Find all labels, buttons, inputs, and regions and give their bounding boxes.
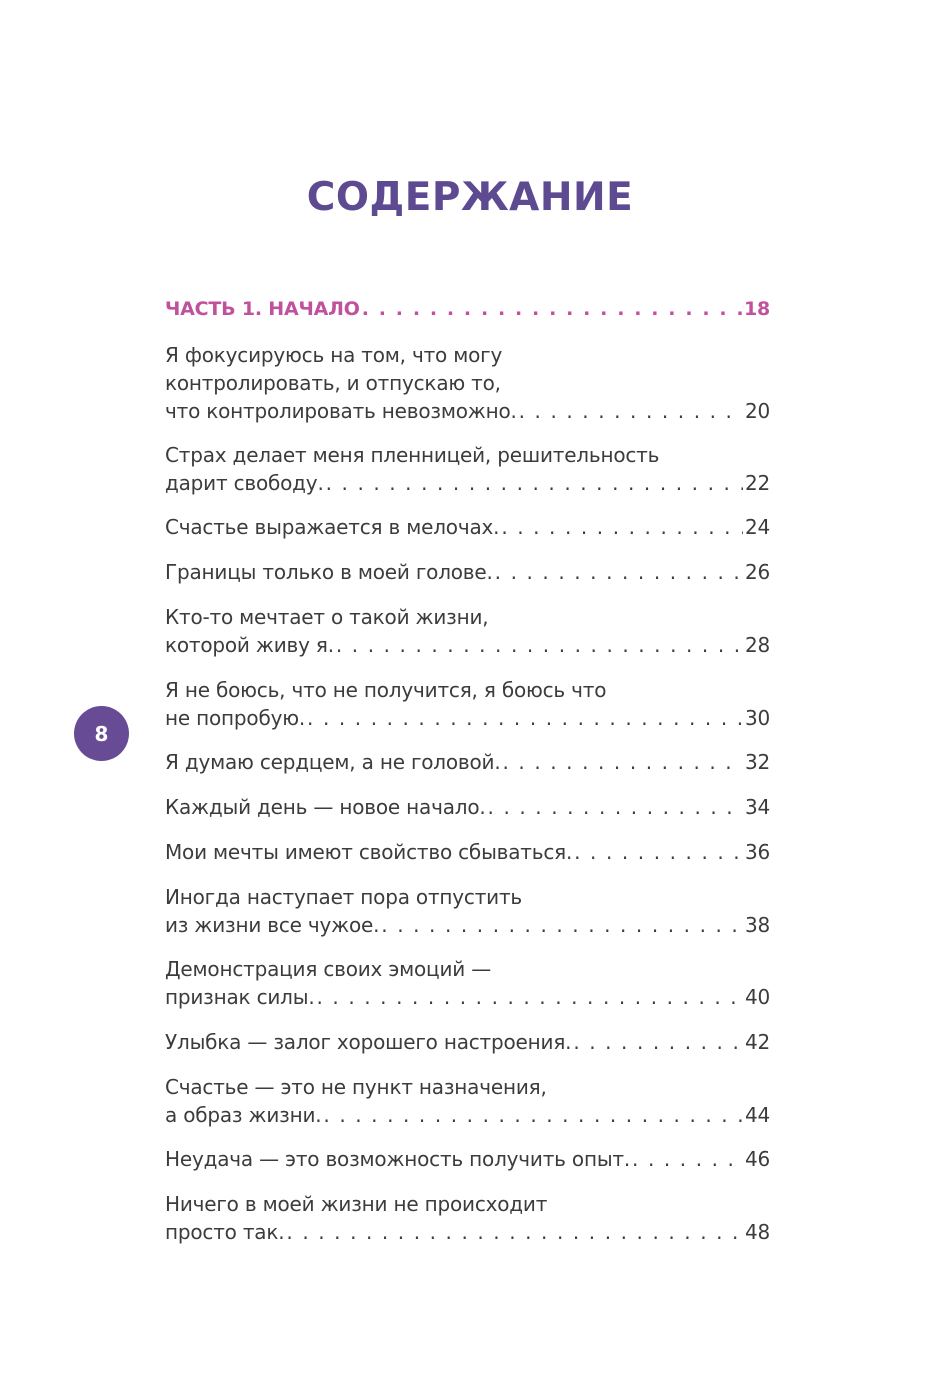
toc-part-page: 18 bbox=[743, 298, 770, 320]
toc-entry-page: 28 bbox=[744, 633, 770, 657]
toc-entry-page: 22 bbox=[744, 471, 770, 495]
toc-entry-line: Я не боюсь, что не получится, я боюсь что bbox=[165, 678, 607, 702]
toc-entry-last-line: а образ жизни. bbox=[165, 1103, 322, 1127]
toc-entry-last-line: Улыбка — залог хорошего настроения. bbox=[165, 1030, 572, 1054]
toc-entry[interactable] bbox=[165, 441, 770, 497]
toc-entry-page: 34 bbox=[744, 795, 770, 819]
dot-leader bbox=[317, 983, 743, 1011]
dot-leader bbox=[503, 748, 743, 776]
dot-leader bbox=[336, 631, 743, 659]
toc-entry[interactable] bbox=[165, 676, 770, 732]
toc-entry-page: 36 bbox=[744, 840, 770, 864]
toc-entry-line: Кто-то мечтает о такой жизни, bbox=[165, 605, 489, 629]
dot-leader bbox=[362, 295, 742, 323]
toc-entry-last-line: Неудача — это возможность получить опыт. bbox=[165, 1147, 631, 1171]
toc-entry[interactable] bbox=[165, 341, 770, 425]
toc-entry[interactable] bbox=[165, 603, 770, 659]
toc-entry[interactable] bbox=[165, 513, 770, 541]
toc-entry-last-line: Счастье выражается в мелочах. bbox=[165, 515, 500, 539]
page-title: СОДЕРЖАНИЕ bbox=[306, 175, 634, 220]
toc-entry[interactable] bbox=[165, 838, 770, 866]
toc-entry-last-line: не попробую. bbox=[165, 706, 306, 730]
toc-entry-page: 44 bbox=[744, 1103, 770, 1127]
toc-entry-line: Ничего в моей жизни не происходит bbox=[165, 1192, 548, 1216]
dot-leader bbox=[519, 397, 743, 425]
dot-leader bbox=[632, 1145, 743, 1173]
dot-leader bbox=[488, 793, 743, 821]
toc-entry-page: 48 bbox=[744, 1220, 770, 1244]
dot-leader bbox=[286, 1218, 743, 1246]
toc-entry-line: Демонстрация своих эмоций — bbox=[165, 957, 492, 981]
dot-leader bbox=[501, 513, 743, 541]
toc-entry[interactable] bbox=[165, 1073, 770, 1129]
toc-entry-last-line: Я думаю сердцем, а не головой. bbox=[165, 750, 501, 774]
toc-entry[interactable] bbox=[165, 1145, 770, 1173]
toc-entry-line: Я фокусируюсь на том, что могу bbox=[165, 343, 503, 367]
dot-leader bbox=[574, 838, 743, 866]
toc-entry-page: 24 bbox=[744, 515, 770, 539]
dot-leader bbox=[495, 558, 743, 586]
toc-entry[interactable] bbox=[165, 748, 770, 776]
toc-entry[interactable] bbox=[165, 1028, 770, 1056]
toc-entry-page: 26 bbox=[744, 560, 770, 584]
toc-part-heading[interactable] bbox=[165, 295, 770, 323]
toc-entry-page: 30 bbox=[744, 706, 770, 730]
toc-entry[interactable] bbox=[165, 955, 770, 1011]
dot-leader bbox=[326, 469, 743, 497]
dot-leader bbox=[307, 704, 743, 732]
toc-entry[interactable] bbox=[165, 793, 770, 821]
dot-leader bbox=[381, 911, 743, 939]
dot-leader bbox=[573, 1028, 743, 1056]
toc-entry-last-line: что контролировать невозможно. bbox=[165, 399, 517, 423]
page-number-badge: 8 bbox=[74, 706, 129, 761]
toc-entry-last-line: просто так. bbox=[165, 1220, 285, 1244]
toc-entry-last-line: Мои мечты имеют свойство сбываться. bbox=[165, 840, 573, 864]
toc-entry-page: 32 bbox=[744, 750, 770, 774]
toc-entry[interactable] bbox=[165, 883, 770, 939]
toc-entry[interactable] bbox=[165, 558, 770, 586]
toc-entry-last-line: признак силы. bbox=[165, 985, 315, 1009]
toc-entry[interactable] bbox=[165, 1190, 770, 1246]
toc-entry-page: 46 bbox=[744, 1147, 770, 1171]
toc-entry-page: 38 bbox=[744, 913, 770, 937]
toc-entry-last-line: Каждый день — новое начало. bbox=[165, 795, 486, 819]
toc-entry-line: Счастье — это не пункт назначения, bbox=[165, 1075, 547, 1099]
toc-part-label: ЧАСТЬ 1. НАЧАЛО bbox=[165, 298, 360, 320]
dot-leader bbox=[323, 1101, 743, 1129]
toc-entry-last-line: дарит свободу. bbox=[165, 471, 324, 495]
toc-entry-last-line: из жизни все чужое. bbox=[165, 913, 380, 937]
toc-entry-page: 42 bbox=[744, 1030, 770, 1054]
toc-entry-last-line: которой живу я. bbox=[165, 633, 334, 657]
toc-entry-line: контролировать, и отпускаю то, bbox=[165, 371, 501, 395]
toc-entry-last-line: Границы только в моей голове. bbox=[165, 560, 493, 584]
toc-entry-page: 20 bbox=[744, 399, 770, 423]
toc-entry-page: 40 bbox=[744, 985, 770, 1009]
toc-entry-line: Иногда наступает пора отпустить bbox=[165, 885, 522, 909]
toc-entry-line: Страх делает меня пленницей, решительность bbox=[165, 443, 660, 467]
